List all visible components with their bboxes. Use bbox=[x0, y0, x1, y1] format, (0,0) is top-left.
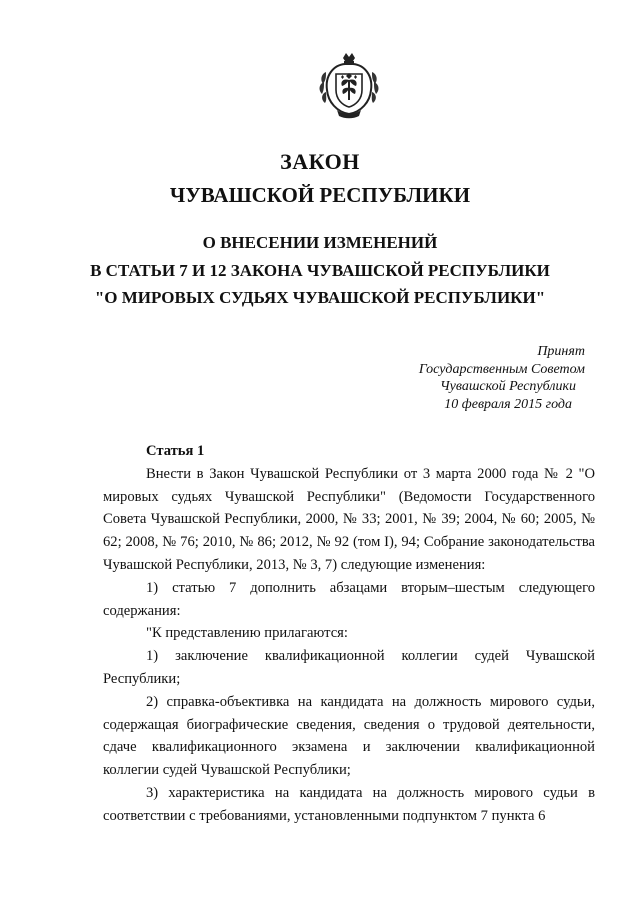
subject-line: "О МИРОВЫХ СУДЬЯХ ЧУВАШСКОЙ РЕСПУБЛИКИ" bbox=[94, 288, 546, 307]
law-title: ЗАКОН bbox=[280, 149, 360, 174]
subject-line: В СТАТЬИ 7 И 12 ЗАКОНА ЧУВАШСКОЙ РЕСПУБЛИКИ bbox=[90, 260, 550, 280]
law-subject-title bbox=[0, 229, 640, 312]
adoption-note bbox=[385, 343, 585, 413]
article-paragraph: 3) характеристика на кандидата на должность мирового судьи в соответствии с требованиями, установленными подпунктом 7 пункта 6 bbox=[103, 784, 595, 824]
republic-name-title: ЧУВАШСКОЙ РЕСПУБЛИКИ bbox=[169, 183, 471, 207]
article-paragraph: 2) справка-объективка на кандидата на должность мирового судьи, содержащая биографические сведения, сведения о трудовой деятельности, сдаче квалификационного экзамена и заключении квалификационной коллегии судей Чувашской Республики; bbox=[103, 693, 595, 779]
article-paragraph: 1) заключение квалификационной коллегии судей Чувашской Республики; bbox=[103, 648, 595, 687]
article-paragraph: 1) статью 7 дополнить абзацами вторым–шестым следующего содержания: bbox=[103, 579, 595, 619]
article-paragraph: Внести в Закон Чувашской Республики от 3 марта 2000 года № 2 "О мировых судьях Чувашской Республики" (Ведомости Государственного Совета Чувашской Республики, 2000, № 33; 2001, № 39; 2004, № 60; 2005, № 62; 2008, № 76; 2010, № 86; 2012, № 92 (том I), 94; Собрание законодательства Чувашской Республики, 2013, № 3, 7) следующие изменения: bbox=[103, 465, 595, 573]
adoption-note-line: Принят bbox=[537, 344, 585, 359]
article-paragraph: "К представлению прилагаются: bbox=[146, 625, 348, 642]
article-body bbox=[103, 440, 595, 828]
subject-line: О ВНЕСЕНИИ ИЗМЕНЕНИЙ bbox=[202, 233, 438, 252]
article-heading: Статья 1 bbox=[146, 443, 205, 459]
adoption-date: 10 февраля 2015 года bbox=[444, 396, 572, 412]
coat-of-arms-emblem bbox=[317, 50, 381, 120]
adoption-note-line: Чувашской Республики bbox=[440, 379, 576, 394]
adoption-note-line: Государственным Советом bbox=[418, 361, 585, 377]
